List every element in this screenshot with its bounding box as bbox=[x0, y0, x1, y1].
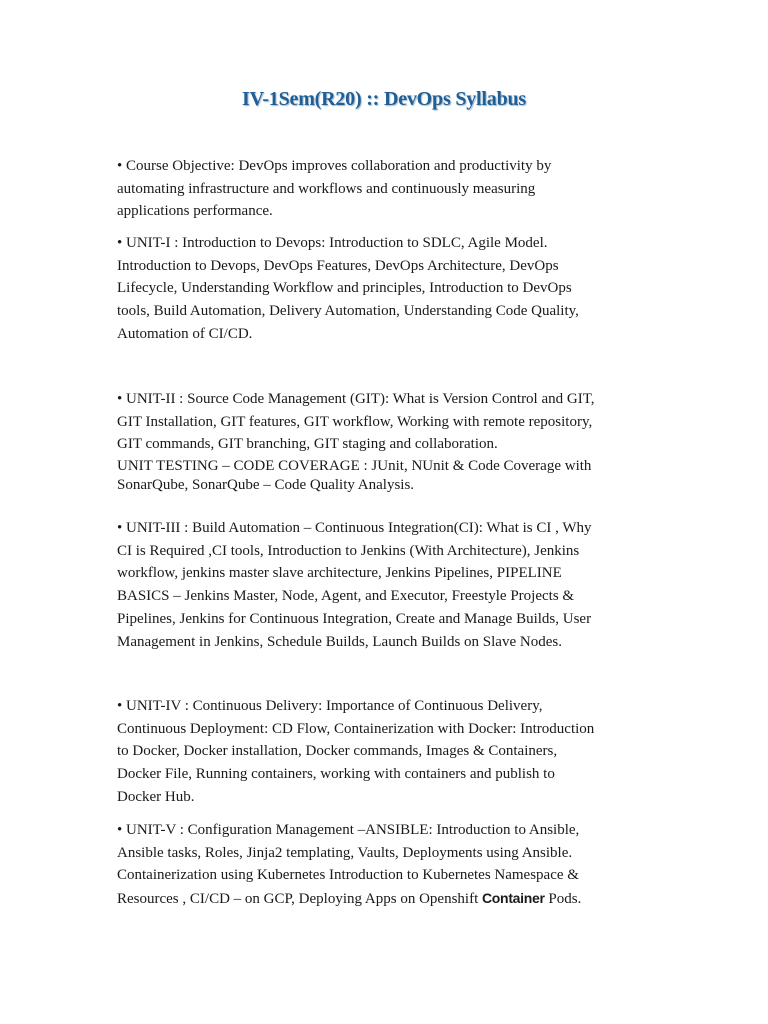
unit-2-testing-paragraph bbox=[117, 457, 657, 495]
text-line: • Course Objective: DevOps improves collaboration and productivity by bbox=[117, 158, 552, 174]
text-fragment: Pods. bbox=[544, 891, 582, 908]
text-line: GIT Installation, GIT features, GIT workflow, Working with remote repository, bbox=[117, 413, 593, 430]
page-title: IV-1Sem(R20) :: DevOps Syllabus bbox=[242, 88, 526, 110]
text-line: Automation of CI/CD. bbox=[117, 325, 253, 342]
text-line: to Docker, Docker installation, Docker commands, Images & Containers, bbox=[117, 743, 558, 760]
text-line: Management in Jenkins, Schedule Builds, Launch Builds on Slave Nodes. bbox=[117, 633, 562, 650]
text-line: workflow, jenkins master slave architecture, Jenkins Pipelines, PIPELINE bbox=[117, 565, 562, 582]
text-line: Ansible tasks, Roles, Jinja2 templating, Vaults, Deployments using Ansible. bbox=[117, 844, 573, 861]
text-line: Containerization using Kubernetes Introduction to Kubernetes Namespace & bbox=[117, 867, 579, 884]
text-line: GIT commands, GIT branching, GIT staging and collaboration. bbox=[117, 436, 498, 453]
unit-2-paragraph bbox=[117, 388, 657, 456]
text-line: CI is Required ,CI tools, Introduction to Jenkins (With Architecture), Jenkins bbox=[117, 542, 580, 559]
text-line: • UNIT-III : Build Automation – Continuous Integration(CI): What is CI , Why bbox=[117, 520, 592, 536]
text-line: UNIT TESTING – CODE COVERAGE : JUnit, NUnit & Code Coverage with bbox=[117, 458, 592, 474]
text-fragment: Resources , CI/CD – on GCP, Deploying Apps on Openshift bbox=[117, 891, 482, 908]
text-line: applications performance. bbox=[117, 203, 273, 220]
text-line: tools, Build Automation, Delivery Automation, Understanding Code Quality, bbox=[117, 303, 579, 320]
unit-5-paragraph bbox=[117, 819, 657, 911]
course-objective-paragraph bbox=[117, 155, 657, 223]
text-line: Continuous Deployment: CD Flow, Containerization with Docker: Introduction bbox=[117, 720, 595, 737]
text-line: • UNIT-IV : Continuous Delivery: Importance of Continuous Delivery, bbox=[117, 698, 543, 714]
text-line: automating infrastructure and workflows and continuously measuring bbox=[117, 180, 536, 197]
text-line: Lifecycle, Understanding Workflow and principles, Introduction to DevOps bbox=[117, 280, 572, 297]
unit-1-paragraph bbox=[117, 232, 657, 346]
text-line: • UNIT-V : Configuration Management –ANSIBLE: Introduction to Ansible, bbox=[117, 822, 580, 838]
text-line: SonarQube, SonarQube – Code Quality Analysis. bbox=[117, 477, 415, 493]
text-line bbox=[117, 887, 657, 911]
text-line: Docker File, Running containers, working with containers and publish to bbox=[117, 766, 555, 783]
text-line: BASICS – Jenkins Master, Node, Agent, and Executor, Freestyle Projects & bbox=[117, 588, 575, 605]
text-line: • UNIT-I : Introduction to Devops: Introduction to SDLC, Agile Model. bbox=[117, 235, 548, 251]
text-line: Pipelines, Jenkins for Continuous Integration, Create and Manage Builds, User bbox=[117, 610, 592, 627]
text-line: Introduction to Devops, DevOps Features, DevOps Architecture, DevOps bbox=[117, 257, 559, 274]
text-line: Docker Hub. bbox=[117, 788, 195, 805]
container-emphasis-word: Container bbox=[482, 890, 545, 907]
text-line: • UNIT-II : Source Code Management (GIT): What is Version Control and GIT, bbox=[117, 391, 595, 407]
unit-3-paragraph bbox=[117, 517, 657, 653]
unit-4-paragraph bbox=[117, 695, 657, 809]
